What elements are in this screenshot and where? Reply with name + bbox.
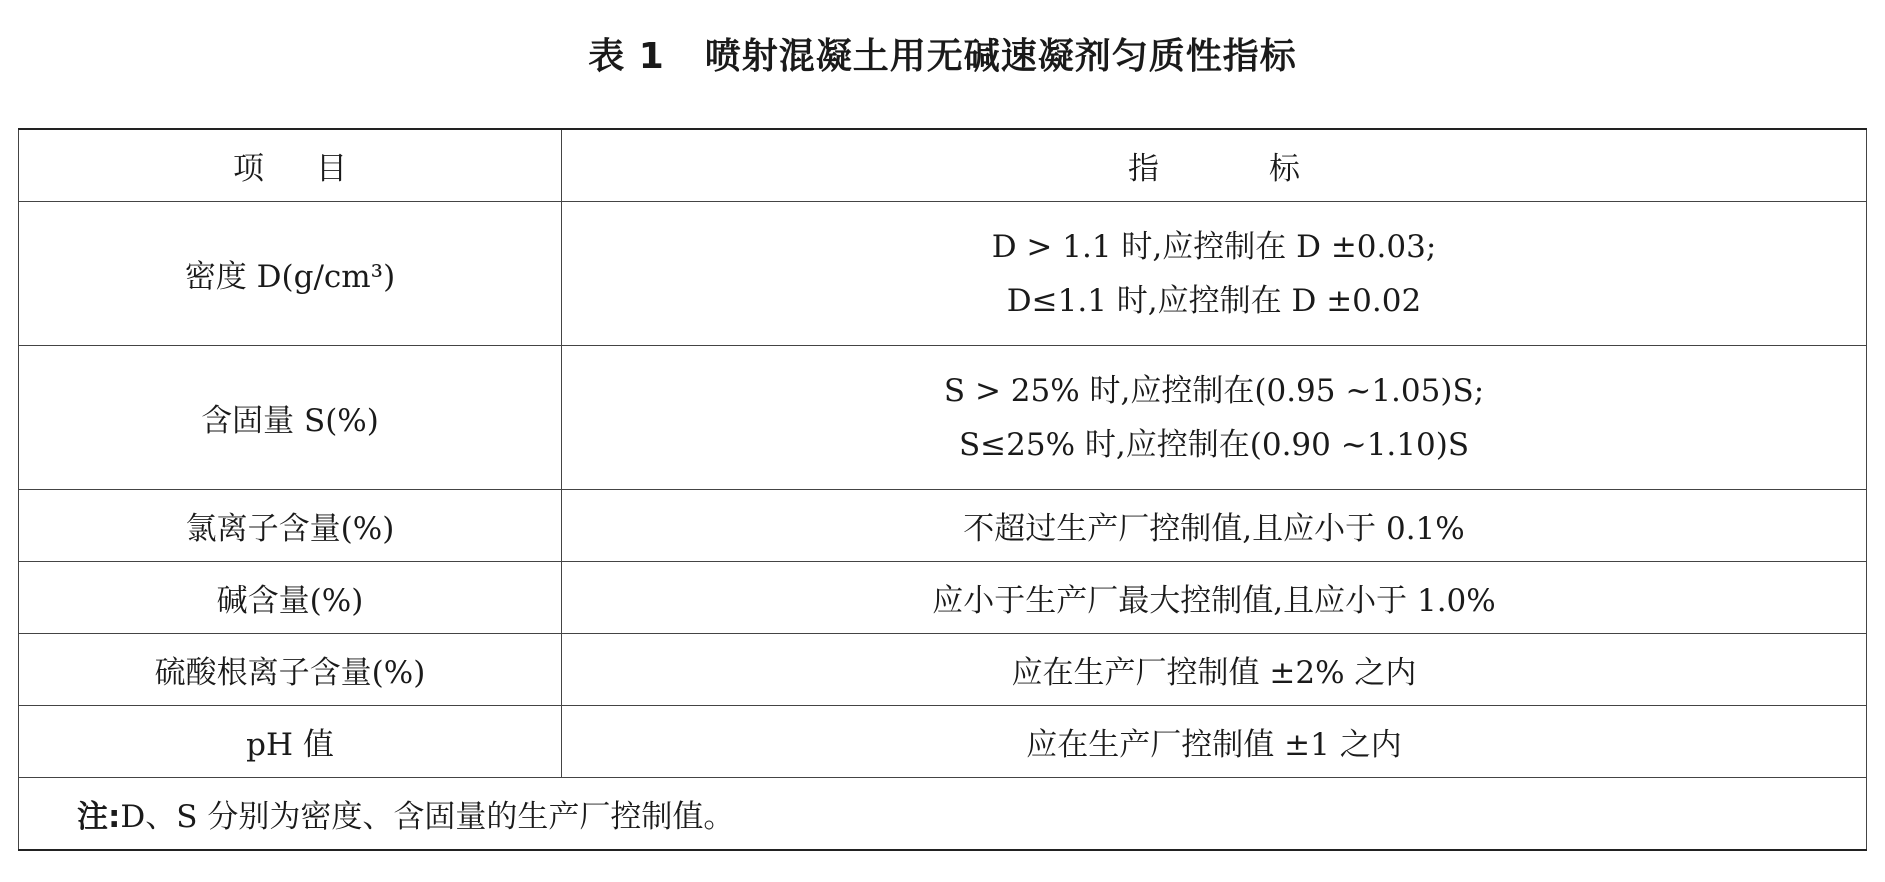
table-row	[19, 706, 1867, 778]
table-number: 表 1	[588, 36, 665, 77]
spec-cell: 应在生产厂控制值 ±2% 之内	[562, 634, 1867, 706]
item-cell: 碱含量(%)	[19, 562, 562, 634]
table-note-row	[19, 778, 1867, 851]
item-cell: 密度 D(g/cm³)	[19, 202, 562, 346]
spec-cell: 应在生产厂控制值 ±1 之内	[562, 706, 1867, 778]
table-row	[19, 562, 1867, 634]
table-row	[19, 634, 1867, 706]
table-note	[19, 778, 1867, 851]
item-cell: 含固量 S(%)	[19, 346, 562, 490]
table-row	[19, 346, 1867, 490]
spec-cell: S > 25% 时,应控制在(0.95 ~1.05)S; S≤25% 时,应控制在(0.90 ~1.10)S	[562, 346, 1867, 490]
item-cell: pH 值	[19, 706, 562, 778]
spec-table	[18, 128, 1867, 851]
item-cell: 氯离子含量(%)	[19, 490, 562, 562]
header-spec: 指标	[562, 129, 1867, 202]
table-header-row	[19, 129, 1867, 202]
item-cell: 硫酸根离子含量(%)	[19, 634, 562, 706]
note-label: 注:	[77, 799, 121, 835]
header-item: 项目	[19, 129, 562, 202]
spec-cell: 应小于生产厂最大控制值,且应小于 1.0%	[562, 562, 1867, 634]
note-text: D、S 分别为密度、含固量的生产厂控制值。	[120, 799, 735, 835]
spec-cell: 不超过生产厂控制值,且应小于 0.1%	[562, 490, 1867, 562]
spec-cell: D > 1.1 时,应控制在 D ±0.03; D≤1.1 时,应控制在 D ±0.02	[562, 202, 1867, 346]
table-caption: 喷射混凝土用无碱速凝剂匀质性指标	[704, 36, 1297, 77]
table-title	[0, 28, 1885, 79]
table-row	[19, 202, 1867, 346]
table-row	[19, 490, 1867, 562]
